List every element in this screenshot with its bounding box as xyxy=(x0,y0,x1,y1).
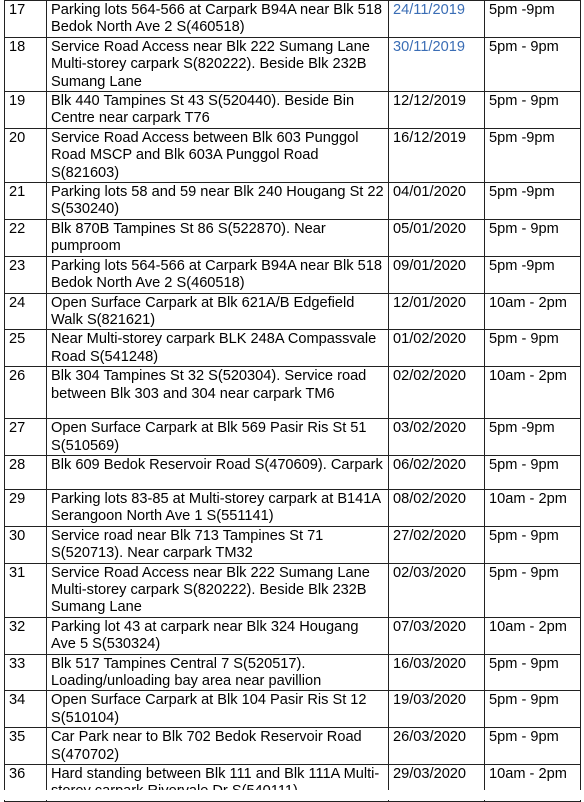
time-cell: 5pm - 9pm xyxy=(485,654,581,691)
date-cell: 02/02/2020 xyxy=(389,367,485,419)
time-cell: 5pm - 9pm xyxy=(485,330,581,367)
time-cell: 10am - 2pm xyxy=(485,293,581,330)
date-cell: 16/12/2019 xyxy=(389,128,485,182)
date-cell: 30/11/2019 xyxy=(389,37,485,91)
location-cell: Open Surface Carpark at Blk 621A/B Edgefield Walk S(821621) xyxy=(47,293,389,330)
time-cell: 5pm - 9pm xyxy=(485,563,581,617)
location-cell: Parking lots 564-566 at Carpark B94A near Blk 518 Bedok North Ave 2 S(460518) xyxy=(47,1,389,38)
date-cell: 06/02/2020 xyxy=(389,455,485,489)
schedule-rows xyxy=(5,1,581,802)
time-cell: 5pm -9pm xyxy=(485,1,581,38)
date-cell: 02/03/2020 xyxy=(389,563,485,617)
time-cell: 5pm - 9pm xyxy=(485,691,581,728)
table-row xyxy=(5,367,581,419)
table-row xyxy=(5,128,581,182)
table-row xyxy=(5,691,581,728)
time-cell: 10am - 2pm xyxy=(485,489,581,526)
date-cell: 26/03/2020 xyxy=(389,728,485,765)
table-row xyxy=(5,419,581,456)
table-row xyxy=(5,37,581,91)
location-cell: Near Multi-storey carpark BLK 248A Compassvale Road S(541248) xyxy=(47,330,389,367)
table-row xyxy=(5,256,581,293)
location-cell: Car Park near to Blk 702 Bedok Reservoir Road S(470702) xyxy=(47,728,389,765)
location-cell: Parking lot 43 at carpark near Blk 324 Hougang Ave 5 S(530324) xyxy=(47,617,389,654)
time-cell: 5pm - 9pm xyxy=(485,37,581,91)
table-row xyxy=(5,330,581,367)
row-number: 25 xyxy=(5,330,47,367)
date-cell: 24/11/2019 xyxy=(389,1,485,38)
location-cell: Blk 870B Tampines St 86 S(522870). Near pumproom xyxy=(47,219,389,256)
time-cell: 5pm - 9pm xyxy=(485,92,581,129)
time-cell: 5pm - 9pm xyxy=(485,455,581,489)
row-number: 24 xyxy=(5,293,47,330)
date-cell: 16/03/2020 xyxy=(389,654,485,691)
location-cell: Service Road Access near Blk 222 Sumang Lane Multi-storey carpark S(820222). Beside Blk 232B Sumang Lane xyxy=(47,563,389,617)
location-cell: Blk 440 Tampines St 43 S(520440). Beside Bin Centre near carpark T76 xyxy=(47,92,389,129)
time-cell: 10am - 2pm xyxy=(485,617,581,654)
page-bottom-margin xyxy=(0,790,584,800)
location-cell: Blk 609 Bedok Reservoir Road S(470609). Carpark xyxy=(47,455,389,489)
date-cell: 12/12/2019 xyxy=(389,92,485,129)
location-cell: Parking lots 564-566 at Carpark B94A near Blk 518 Bedok North Ave 2 S(460518) xyxy=(47,256,389,293)
date-cell: 19/03/2020 xyxy=(389,691,485,728)
time-cell: 5pm -9pm xyxy=(485,419,581,456)
time-cell: 5pm - 9pm xyxy=(485,526,581,563)
table-row xyxy=(5,654,581,691)
row-number: 20 xyxy=(5,128,47,182)
table-row xyxy=(5,293,581,330)
location-cell: Blk 517 Tampines Central 7 S(520517). Loading/unloading bay area near pavillion xyxy=(47,654,389,691)
location-cell: Parking lots 83-85 at Multi-storey carpark at B141A Serangoon North Ave 1 S(551141) xyxy=(47,489,389,526)
table-row xyxy=(5,219,581,256)
date-cell: 05/01/2020 xyxy=(389,219,485,256)
time-cell: 10am - 2pm xyxy=(485,765,581,802)
row-number: 31 xyxy=(5,563,47,617)
table-row xyxy=(5,455,581,489)
table-row xyxy=(5,1,581,38)
table-row xyxy=(5,526,581,563)
row-number: 29 xyxy=(5,489,47,526)
row-number: 36 xyxy=(5,765,47,802)
date-cell: 09/01/2020 xyxy=(389,256,485,293)
location-cell: Open Surface Carpark at Blk 569 Pasir Ris St 51 S(510569) xyxy=(47,419,389,456)
row-number: 34 xyxy=(5,691,47,728)
location-cell: Parking lots 58 and 59 near Blk 240 Hougang St 22 S(530240) xyxy=(47,183,389,220)
time-cell: 5pm - 9pm xyxy=(485,728,581,765)
time-cell: 5pm -9pm xyxy=(485,183,581,220)
location-cell: Blk 304 Tampines St 32 S(520304). Service road between Blk 303 and 304 near carpark TM6 xyxy=(47,367,389,419)
table-row xyxy=(5,563,581,617)
date-cell: 12/01/2020 xyxy=(389,293,485,330)
table-row xyxy=(5,728,581,765)
row-number: 27 xyxy=(5,419,47,456)
row-number: 18 xyxy=(5,37,47,91)
location-cell: Open Surface Carpark at Blk 104 Pasir Ris St 12 S(510104) xyxy=(47,691,389,728)
date-cell: 29/03/2020 xyxy=(389,765,485,802)
date-cell: 01/02/2020 xyxy=(389,330,485,367)
row-number: 33 xyxy=(5,654,47,691)
row-number: 26 xyxy=(5,367,47,419)
row-number: 32 xyxy=(5,617,47,654)
time-cell: 5pm -9pm xyxy=(485,128,581,182)
date-cell: 27/02/2020 xyxy=(389,526,485,563)
table-row xyxy=(5,489,581,526)
time-cell: 5pm - 9pm xyxy=(485,219,581,256)
row-number: 23 xyxy=(5,256,47,293)
table-row xyxy=(5,183,581,220)
row-number: 28 xyxy=(5,455,47,489)
schedule-table xyxy=(4,0,581,802)
location-cell: Hard standing between Blk 111 and Blk 111A Multi- xyxy=(47,765,389,802)
row-number: 19 xyxy=(5,92,47,129)
row-number: 30 xyxy=(5,526,47,563)
row-number: 21 xyxy=(5,183,47,220)
date-cell: 03/02/2020 xyxy=(389,419,485,456)
row-number: 22 xyxy=(5,219,47,256)
date-cell: 04/01/2020 xyxy=(389,183,485,220)
location-cell: Service road near Blk 713 Tampines St 71 S(520713). Near carpark TM32 xyxy=(47,526,389,563)
date-cell: 08/02/2020 xyxy=(389,489,485,526)
table-row xyxy=(5,92,581,129)
row-number: 35 xyxy=(5,728,47,765)
row-number: 17 xyxy=(5,1,47,38)
time-cell: 10am - 2pm xyxy=(485,367,581,419)
date-cell: 07/03/2020 xyxy=(389,617,485,654)
location-cell: Service Road Access near Blk 222 Sumang Lane Multi-storey carpark S(820222). Beside Blk 232B Sumang Lane xyxy=(47,37,389,91)
table-row xyxy=(5,617,581,654)
location-cell: Service Road Access between Blk 603 Punggol Road MSCP and Blk 603A Punggol Road S(821603) xyxy=(47,128,389,182)
time-cell: 5pm -9pm xyxy=(485,256,581,293)
